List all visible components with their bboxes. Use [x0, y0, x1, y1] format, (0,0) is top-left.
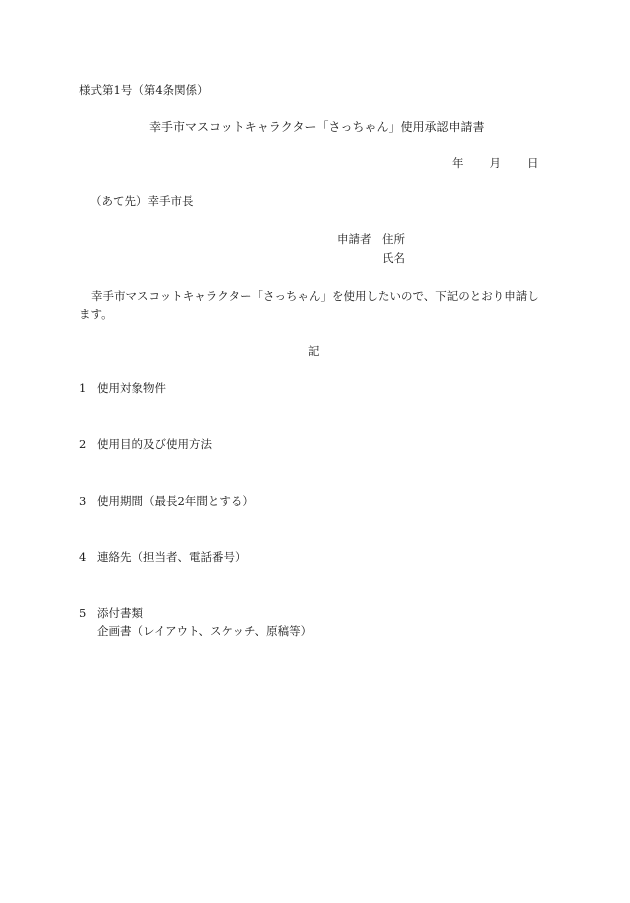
applicant-label: 申請者 — [337, 232, 372, 246]
body-text: 幸手市マスコットキャラクター「さっちゃん」を使用したいので、下記のとおり申請します。 — [79, 289, 539, 321]
item-label-usage-period: 使用期間（最長2年間とする） — [97, 494, 254, 508]
document-title: 幸手市マスコットキャラクター「さっちゃん」使用承認申請書 — [149, 120, 485, 134]
form-number: 様式第1号（第4条関係） — [79, 83, 209, 97]
item-attachments-detail: 企画書（レイアウト、スケッチ、原稿等） — [97, 624, 313, 638]
date-month-label: 月 — [489, 156, 501, 170]
item-label-contact: 連絡先（担当者、電話番号） — [97, 550, 247, 564]
item-number: 1 — [79, 381, 87, 395]
date-day-label: 日 — [527, 156, 539, 170]
item-number: 5 — [79, 606, 87, 620]
item-label-attachments: 添付書類 — [97, 606, 143, 620]
item-number: 4 — [79, 550, 87, 564]
date-year-label: 年 — [452, 156, 464, 170]
address-label: 住所 — [382, 232, 405, 246]
addressee: （あて先）幸手市長 — [90, 194, 194, 208]
item-number: 2 — [79, 437, 87, 451]
date-line — [452, 155, 539, 171]
name-label: 氏名 — [382, 251, 405, 265]
item-label-usage-target: 使用対象物件 — [97, 381, 166, 395]
item-number: 3 — [79, 494, 87, 508]
item-label-usage-purpose: 使用目的及び使用方法 — [97, 437, 212, 451]
ki-heading: 記 — [308, 344, 320, 358]
